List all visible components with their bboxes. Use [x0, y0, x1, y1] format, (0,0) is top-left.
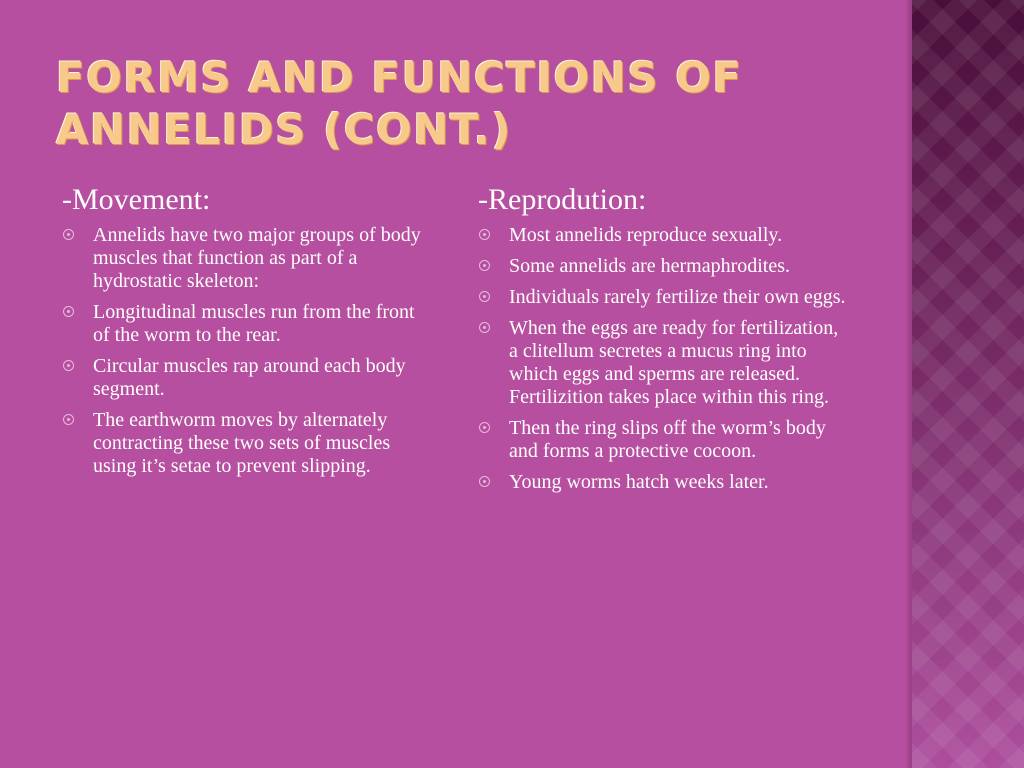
decorative-sidebar: [912, 0, 1024, 768]
circle-dot-icon: [479, 229, 490, 240]
list-item: [478, 286, 850, 309]
list-item: [478, 224, 850, 247]
reproduction-column: [478, 180, 850, 502]
list-item: [478, 255, 850, 278]
list-item-text: Young worms hatch weeks later.: [509, 471, 769, 493]
list-item: [62, 301, 422, 347]
slide-edge-shadow: [905, 0, 912, 768]
list-item-text: Then the ring slips off the worm’s body and forms a protective cocoon.: [509, 417, 826, 462]
list-item: [478, 317, 850, 409]
list-item-text: Some annelids are hermaphrodites.: [509, 255, 791, 277]
circle-dot-icon: [63, 229, 74, 240]
circle-dot-icon: [479, 260, 490, 271]
list-item-text: When the eggs are ready for fertilization, a clitellum secretes a mucus ring into which eggs and sperms are released. Fertilizition takes place within this ring.: [509, 317, 839, 408]
circle-dot-icon: [479, 422, 490, 433]
list-item: [478, 417, 850, 463]
circle-dot-icon: [479, 476, 490, 487]
list-item-text: Most annelids reproduce sexually.: [509, 224, 783, 246]
list-item-text: Longitudinal muscles run from the front of the worm to the rear.: [93, 301, 415, 346]
circle-dot-icon: [479, 322, 490, 333]
list-item: [62, 355, 422, 401]
slide-title: FORMS AND FUNCTIONS OF ANNELIDS (CONT.): [56, 53, 743, 154]
reproduction-list: [478, 224, 850, 494]
list-item: [478, 471, 850, 494]
list-item: [62, 224, 422, 293]
movement-heading: -Movement:: [62, 183, 211, 216]
reproduction-heading: -Reprodution:: [478, 183, 647, 216]
list-item: [62, 409, 422, 478]
circle-dot-icon: [479, 291, 490, 302]
list-item-text: Annelids have two major groups of body muscles that function as part of a hydrostatic skeleton:: [93, 224, 421, 292]
circle-dot-icon: [63, 360, 74, 371]
movement-column: [62, 180, 422, 486]
movement-list: [62, 224, 422, 478]
list-item-text: The earthworm moves by alternately contracting these two sets of muscles using it’s setae to prevent slipping.: [93, 409, 391, 477]
circle-dot-icon: [63, 414, 74, 425]
circle-dot-icon: [63, 306, 74, 317]
list-item-text: Individuals rarely fertilize their own eggs.: [509, 286, 846, 308]
list-item-text: Circular muscles rap around each body segment.: [93, 355, 406, 400]
